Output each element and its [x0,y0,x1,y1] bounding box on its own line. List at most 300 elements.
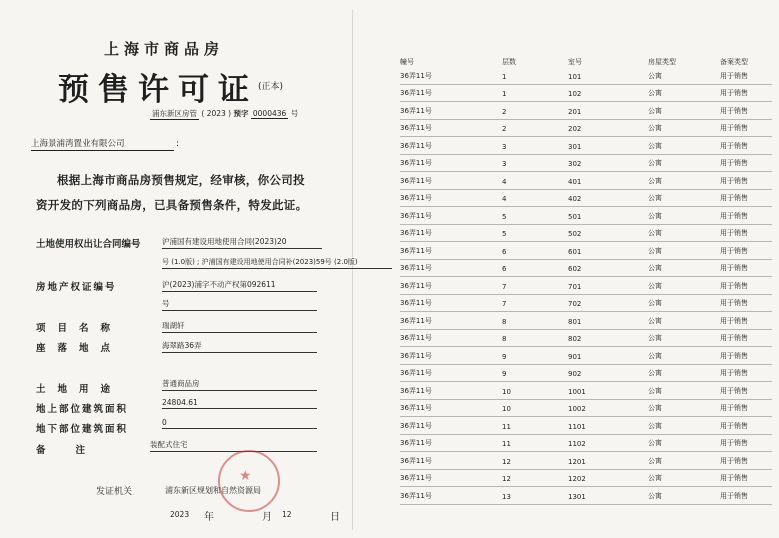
col-filing-type: 备案类型 [720,57,748,66]
cell-room-text: 102 [568,90,582,98]
cell-room-text: 1002 [568,405,586,413]
cell-floor-text: 4 [502,177,507,186]
cell-filing-type [720,67,772,84]
cell-house-type-text: 公寓 [648,299,662,307]
cell-floor-text: 10 [502,387,511,396]
cell-room-text: 702 [568,300,582,308]
cell-floor [502,487,568,505]
company-colon: : [176,139,180,149]
cell-room [568,347,648,365]
cell-filing-type [720,277,772,295]
cell-filing-type-text: 用于销售 [720,404,748,412]
cell-floor [502,137,568,155]
body-text-line1: 根据上海市商品房预售规定，经审核，你公司投 [57,173,305,187]
cell-house-type [648,207,720,225]
cell-filing-type-text: 用于销售 [720,474,748,482]
cell-filing-type-text: 用于销售 [720,124,748,132]
cell-house-type [648,487,720,505]
cell-filing-type [720,487,772,505]
cell-room [568,189,648,207]
cell-filing-type-text: 用于销售 [720,421,748,430]
cell-floor-text: 11 [502,440,511,448]
cell-floor [502,119,568,137]
cell-filing-type [720,84,772,102]
cell-floor [502,417,568,435]
cell-filing-type-text: 用于销售 [720,369,748,377]
value-below-ground-area: 0 [162,418,317,429]
cell-room [568,382,648,400]
table-row [400,119,772,137]
cell-filing-type-text: 用于销售 [720,386,748,395]
cell-floor [502,67,568,84]
table-row [400,469,772,487]
cell-floor [502,154,568,172]
cell-floor-text: 3 [502,142,507,151]
permit-number [150,108,298,120]
cell-filing-type-text: 用于销售 [720,211,748,220]
cell-building [400,137,502,155]
cell-house-type-text: 公寓 [648,176,662,185]
cell-room [568,224,648,242]
cell-building [400,154,502,172]
value-land-use: 普通商品房 [162,378,317,391]
cell-floor-text: 1 [502,72,507,81]
cell-house-type [648,84,720,102]
cell-building-text: 36弄11号 [400,386,432,395]
title-line2: 预售许可证 [58,72,258,108]
cell-building [400,487,502,505]
permit-district: 浦东新区房管 [152,109,197,118]
cell-room [568,259,648,277]
label-location: 座落地点 [36,343,123,354]
cell-filing-type [720,172,772,190]
issuer-value: 浦东新区规划和自然资源局 [165,486,261,495]
cell-filing-type [720,137,772,155]
cell-filing-type-text: 用于销售 [720,316,748,325]
cell-floor [502,84,568,102]
cell-room [568,364,648,382]
table-row [400,189,772,207]
cell-room-text: 401 [568,177,582,186]
cell-floor [502,469,568,487]
cell-room [568,207,648,225]
cell-room-text: 1101 [568,422,586,431]
cell-room-text: 101 [568,72,582,81]
cell-floor [502,364,568,382]
table-row [400,434,772,452]
cell-building-text: 36弄11号 [400,176,432,185]
cell-floor-text: 12 [502,475,511,483]
cell-house-type-text: 公寓 [648,386,662,395]
cell-floor-text: 5 [502,212,507,221]
cell-room-text: 902 [568,370,582,378]
cell-floor-text: 13 [502,492,511,501]
cell-room-text: 1001 [568,387,586,396]
cell-filing-type-text: 用于销售 [720,194,748,202]
cell-room [568,67,648,84]
cell-house-type [648,224,720,242]
cell-house-type [648,294,720,312]
cell-building [400,119,502,137]
cell-floor [502,329,568,347]
cell-building [400,417,502,435]
cell-building [400,452,502,470]
cell-room [568,312,648,330]
table-row [400,347,772,365]
cell-building [400,399,502,417]
table-row [400,154,772,172]
cell-floor [502,259,568,277]
cell-building-text: 36弄11号 [400,299,432,307]
cell-building-text: 36弄11号 [400,456,432,465]
col-building: 幢号 [400,57,414,66]
cell-filing-type-text: 用于销售 [720,439,748,447]
cell-floor [502,294,568,312]
cell-house-type-text: 公寓 [648,316,662,325]
cell-floor [502,399,568,417]
cell-building-text: 36弄11号 [400,281,432,290]
table-row [400,382,772,400]
value-property-cert-cont: 号 [162,298,317,311]
cell-building-text: 36弄11号 [400,159,432,167]
cell-house-type [648,329,720,347]
cell-building [400,277,502,295]
permit-year: ( 2023 ) [201,109,232,118]
cell-filing-type [720,102,772,120]
cell-filing-type [720,382,772,400]
cell-building [400,382,502,400]
cell-floor [502,452,568,470]
table-row [400,137,772,155]
cell-filing-type [720,259,772,277]
cell-house-type-text: 公寓 [648,456,662,465]
cell-filing-type-text: 用于销售 [720,456,748,465]
cell-house-type [648,242,720,260]
cell-house-type-text: 公寓 [648,159,662,167]
cell-filing-type-text: 用于销售 [720,281,748,290]
cell-room [568,469,648,487]
permit-suffix: 号 [290,109,299,118]
table-row [400,67,772,84]
cell-house-type-text: 公寓 [648,491,662,500]
cell-house-type [648,277,720,295]
cell-building-text: 36弄11号 [400,124,432,132]
cell-building [400,224,502,242]
cell-house-type [648,67,720,84]
title-suffix: (正本) [258,82,284,92]
label-land-use: 土地用途 [36,384,123,395]
cell-filing-type-text: 用于销售 [720,89,748,97]
cell-filing-type [720,469,772,487]
cell-floor [502,312,568,330]
cell-building [400,172,502,190]
table-row [400,399,772,417]
cell-house-type [648,102,720,120]
cell-floor-text: 8 [502,317,507,326]
cell-room [568,119,648,137]
cell-house-type-text: 公寓 [648,334,662,342]
cell-building-text: 36弄11号 [400,474,432,482]
cell-house-type-text: 公寓 [648,229,662,237]
cell-room [568,399,648,417]
cell-building [400,347,502,365]
cell-filing-type [720,347,772,365]
cell-house-type [648,469,720,487]
cell-building-text: 36弄11号 [400,71,432,80]
col-room: 室号 [568,57,582,66]
cell-filing-type [720,294,772,312]
label-above-ground-area: 地上部位建筑面积 [36,404,129,415]
cell-floor-text: 5 [502,230,507,238]
cell-house-type [648,312,720,330]
cell-filing-type [720,207,772,225]
cell-room-text: 901 [568,352,582,361]
cell-room [568,172,648,190]
cell-floor [502,277,568,295]
value-land-contract: 沪浦国有建设用地使用合同(2023)20 [162,236,322,249]
cell-building [400,67,502,84]
table-row [400,102,772,120]
cell-building [400,207,502,225]
issue-day-char: 日 [330,512,340,523]
cell-floor-text: 2 [502,107,507,116]
cell-house-type-text: 公寓 [648,404,662,412]
cell-house-type-text: 公寓 [648,89,662,97]
cell-building-text: 36弄11号 [400,316,432,325]
cell-room-text: 402 [568,195,582,203]
cell-house-type-text: 公寓 [648,246,662,255]
table-row [400,364,772,382]
cell-room [568,242,648,260]
issue-month-char: 月 [262,512,272,523]
cell-building-text: 36弄11号 [400,89,432,97]
cell-floor-text: 12 [502,457,511,466]
cell-building-text: 36弄11号 [400,246,432,255]
cell-building-text: 36弄11号 [400,421,432,430]
cell-filing-type-text: 用于销售 [720,351,748,360]
cell-room [568,452,648,470]
cell-filing-type [720,242,772,260]
cell-room-text: 501 [568,212,582,221]
cell-building [400,364,502,382]
cell-floor-text: 6 [502,265,507,273]
cell-floor-text: 7 [502,282,507,291]
seal-star-icon: ★ [239,468,252,484]
cell-filing-type [720,434,772,452]
center-divider [352,10,353,530]
cell-house-type-text: 公寓 [648,124,662,132]
cell-building-text: 36弄11号 [400,369,432,377]
cell-house-type [648,137,720,155]
cell-floor [502,347,568,365]
cell-filing-type [720,189,772,207]
cell-house-type-text: 公寓 [648,474,662,482]
cell-room-text: 502 [568,230,582,238]
units-table [400,56,772,505]
cell-building [400,189,502,207]
value-location: 海翠路36弄 [162,340,317,353]
table-row [400,417,772,435]
cell-house-type [648,154,720,172]
cell-filing-type-text: 用于销售 [720,334,748,342]
permit-prefix: 预字 [233,109,249,118]
cell-house-type-text: 公寓 [648,369,662,377]
cell-building-text: 36弄11号 [400,404,432,412]
value-above-ground-area: 24804.61 [162,398,317,409]
cell-house-type-text: 公寓 [648,421,662,430]
table-row [400,207,772,225]
cell-filing-type-text: 用于销售 [720,299,748,307]
cell-house-type [648,434,720,452]
cell-filing-type-text: 用于销售 [720,491,748,500]
table-row [400,329,772,347]
cell-room-text: 601 [568,247,582,256]
cell-filing-type-text: 用于销售 [720,176,748,185]
label-remarks: 备注 [36,445,116,456]
cell-room [568,102,648,120]
value-remarks: 装配式住宅 [150,439,317,452]
value-property-cert: 沪(2023)浦字不动产权第092611 [162,279,317,292]
cell-building-text: 36弄11号 [400,141,432,150]
cell-floor-text: 11 [502,422,511,431]
cell-room-text: 202 [568,125,582,133]
cell-filing-type-text: 用于销售 [720,106,748,115]
cell-house-type [648,347,720,365]
cell-filing-type [720,364,772,382]
cell-floor-text: 6 [502,247,507,256]
cell-floor [502,382,568,400]
cell-house-type [648,172,720,190]
cell-house-type [648,189,720,207]
cell-room-text: 1102 [568,440,586,448]
cell-house-type-text: 公寓 [648,211,662,220]
issue-year-char: 年 [204,512,214,523]
cell-filing-type [720,329,772,347]
cell-building-text: 36弄11号 [400,439,432,447]
cell-building [400,329,502,347]
cell-filing-type [720,154,772,172]
cell-room-text: 301 [568,142,582,151]
cell-building [400,84,502,102]
cell-room-text: 801 [568,317,582,326]
cell-building [400,294,502,312]
cell-floor [502,172,568,190]
table-row [400,312,772,330]
table-row [400,487,772,505]
table-row [400,452,772,470]
value-land-contract-cont: 号 (1.0版) ; 沪浦国有建设用地使用合同补(2023)59号 (2.0版) [162,257,392,269]
cell-floor [502,102,568,120]
issue-year: 2023 [170,510,190,519]
cell-floor [502,434,568,452]
cell-house-type-text: 公寓 [648,281,662,290]
cell-room-text: 602 [568,265,582,273]
value-project-name: 瑞湖轩 [162,320,317,333]
table-row [400,172,772,190]
cell-house-type-text: 公寓 [648,141,662,150]
cell-building-text: 36弄11号 [400,229,432,237]
label-below-ground-area: 地下部位建筑面积 [36,424,129,435]
cell-house-type-text: 公寓 [648,71,662,80]
cell-floor-text: 2 [502,125,507,133]
table-row [400,294,772,312]
cell-house-type [648,364,720,382]
cell-floor [502,242,568,260]
label-project-name: 项目名称 [36,323,123,334]
cell-house-type-text: 公寓 [648,194,662,202]
cell-floor-text: 4 [502,195,507,203]
cell-filing-type [720,224,772,242]
issuer-label: 发证机关 [96,487,133,497]
cell-room [568,277,648,295]
title-line1: 上海市商品房 [104,40,225,58]
table-header-row [400,56,772,67]
table-row [400,224,772,242]
body-text-line2: 资开发的下列商品房，已具备预售条件，特发此证。 [36,198,308,212]
cell-building-text: 36弄11号 [400,491,432,500]
cell-house-type [648,399,720,417]
cell-house-type-text: 公寓 [648,351,662,360]
cell-room [568,294,648,312]
cell-floor [502,189,568,207]
cell-building [400,259,502,277]
col-floor: 层数 [502,57,516,66]
cell-building [400,242,502,260]
permit-no: 0000436 [252,109,287,118]
cell-room-text: 1201 [568,457,586,466]
cell-room-text: 701 [568,282,582,291]
cell-filing-type-text: 用于销售 [720,141,748,150]
cell-building-text: 36弄11号 [400,194,432,202]
cell-house-type-text: 公寓 [648,106,662,115]
cell-floor-text: 9 [502,370,507,378]
cell-house-type [648,452,720,470]
cell-building-text: 36弄11号 [400,106,432,115]
cell-floor-text: 1 [502,90,507,98]
cell-room [568,154,648,172]
cell-filing-type-text: 用于销售 [720,246,748,255]
cell-filing-type-text: 用于销售 [720,264,748,272]
cell-room-text: 802 [568,335,582,343]
cell-room-text: 201 [568,107,582,116]
cell-building-text: 36弄11号 [400,351,432,360]
cell-building [400,102,502,120]
cell-building [400,312,502,330]
cell-floor-text: 3 [502,160,507,168]
cell-room [568,487,648,505]
cell-filing-type-text: 用于销售 [720,229,748,237]
cell-filing-type-text: 用于销售 [720,159,748,167]
cell-room-text: 1202 [568,475,586,483]
cell-filing-type [720,417,772,435]
cell-house-type [648,417,720,435]
cell-house-type-text: 公寓 [648,264,662,272]
cell-filing-type [720,119,772,137]
cell-building-text: 36弄11号 [400,211,432,220]
cell-floor [502,224,568,242]
cell-building [400,469,502,487]
company-name: 上海景浦湾置业有限公司 [31,137,174,151]
cell-building-text: 36弄11号 [400,334,432,342]
table-row [400,277,772,295]
cell-house-type [648,382,720,400]
cell-room [568,329,648,347]
cell-floor [502,207,568,225]
cell-floor-text: 10 [502,405,511,413]
cell-room [568,84,648,102]
cell-room [568,434,648,452]
cell-room-text: 302 [568,160,582,168]
